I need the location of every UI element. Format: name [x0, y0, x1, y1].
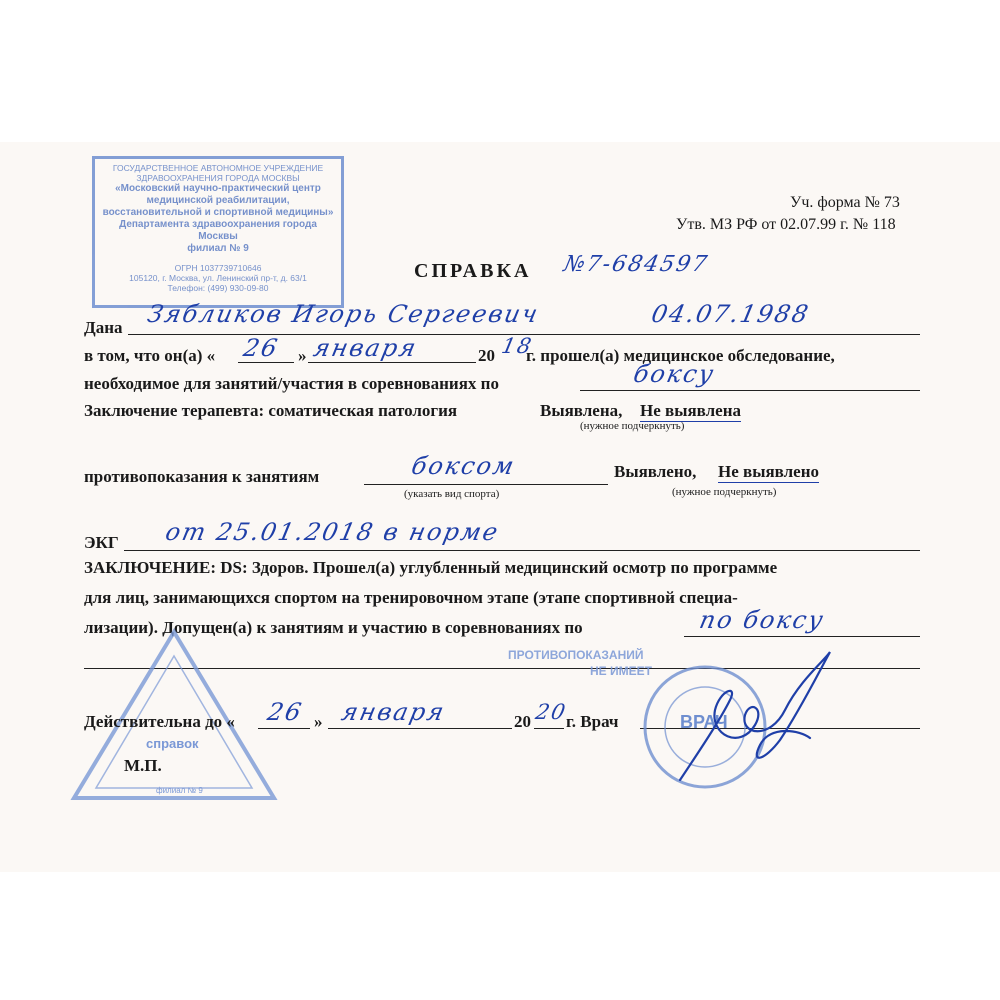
stamp-line: филиал № 9 — [187, 243, 249, 254]
stamp-line: 105120, г. Москва, ул. Ленинский пр-т, д. 63/1 — [129, 273, 307, 283]
quote-close: » — [298, 346, 307, 365]
sport-name-3: по боксу — [697, 606, 828, 634]
option-vyyavleno: Выявлено, — [614, 462, 697, 481]
hint-underline: (нужное подчеркнуть) — [580, 420, 685, 432]
exam-month: января — [311, 334, 421, 362]
option-vyyavlena: Выявлена, — [540, 401, 623, 420]
valid-month: января — [339, 698, 449, 726]
stamp-line: ГОСУДАРСТВЕННОЕ АВТОНОМНОЕ УЧРЕЖДЕНИЕ — [112, 163, 324, 173]
option-ne-vyyavleno: Не выявлено — [718, 462, 820, 481]
conclusion-line-3: лизации). Допущен(а) к занятиям и участию в соревнованиях по — [84, 618, 583, 637]
round-stamp-text: ВРАЧ — [680, 712, 728, 732]
form-approval: Утв. МЗ РФ от 02.07.99 г. № 118 — [676, 216, 896, 233]
stamp-line: Телефон: (499) 930-09-80 — [167, 283, 269, 293]
label-proshel: г. прошел(а) медицинское обследование, — [526, 346, 835, 365]
label-protivo: противопоказания к занятиям — [84, 467, 320, 486]
certificate-number: №7-684597 — [561, 252, 711, 277]
label-dana: Дана — [84, 318, 123, 337]
conclusion-line-1: ЗАКЛЮЧЕНИЕ: DS: Здоров. Прошел(а) углубленный медицинский осмотр по программе — [84, 558, 778, 577]
exam-day: 26 — [241, 334, 282, 362]
label-vrach: г. Врач — [566, 712, 619, 731]
line — [534, 728, 564, 729]
conclusion-line-2: для лиц, занимающихся спортом на тренировочном этапе (этапе спортивной специа- — [84, 588, 738, 607]
patient-name: Зябликов Игорь Сергеевич — [145, 300, 542, 328]
valid-year: 20 — [533, 700, 570, 724]
line — [364, 484, 608, 485]
quote-close-2: » — [314, 712, 323, 731]
stamp-line: медицинской реабилитации, — [146, 195, 290, 206]
patient-dob: 04.07.1988 — [649, 300, 813, 328]
valid-day: 26 — [265, 698, 306, 726]
stamp-line: ЗДРАВООХРАНЕНИЯ ГОРОДА МОСКВЫ — [136, 173, 300, 183]
hint-sport: (указать вид спорта) — [404, 488, 500, 500]
label-deistv: Действительна до « — [84, 712, 235, 731]
ekg-result: от 25.01.2018 в норме — [163, 518, 503, 546]
triangle-stamp-text: справок — [146, 736, 199, 751]
stamp-no-contraindications-2: НЕ ИМЕЕТ — [590, 664, 652, 678]
sport-name: боксу — [631, 360, 718, 388]
label-neobhodimoe: необходимое для занятий/участия в соревнованиях по — [84, 374, 499, 393]
label-ekg: ЭКГ — [84, 533, 119, 552]
stamp-line: Департамента здравоохранения города Москвы — [119, 219, 317, 242]
year-prefix: 20 — [478, 346, 495, 365]
stamp-line: «Московский научно-практический центр — [115, 183, 321, 194]
institution-stamp — [92, 156, 344, 308]
stamp-line: ОГРН 1037739710646 — [174, 263, 262, 273]
line — [124, 550, 920, 551]
label-v-tom: в том, что он(а) « — [84, 346, 216, 365]
line — [258, 728, 310, 729]
line — [238, 362, 294, 363]
triangle-stamp-small: филиал № 9 — [156, 786, 203, 795]
year2-prefix: 20 — [514, 712, 531, 731]
line — [684, 636, 920, 637]
label-mp: М.П. — [124, 756, 162, 775]
option-ne-vyyavlena: Не выявлена — [640, 401, 742, 420]
label-zakl-ter: Заключение терапевта: соматическая патология — [84, 401, 458, 420]
document-title: СПРАВКА — [414, 260, 532, 282]
line — [308, 362, 476, 363]
hint-underline: (нужное подчеркнуть) — [672, 486, 777, 498]
line — [580, 390, 920, 391]
stamp-no-contraindications: ПРОТИВОПОКАЗАНИЙ — [508, 648, 644, 662]
sport-name-2: боксом — [409, 452, 519, 480]
form-number: Уч. форма № 73 — [790, 194, 900, 211]
exam-year: 18 — [499, 334, 536, 358]
line — [328, 728, 512, 729]
signature-icon — [660, 640, 840, 790]
stamp-line: восстановительной и спортивной медицины» — [102, 207, 334, 218]
